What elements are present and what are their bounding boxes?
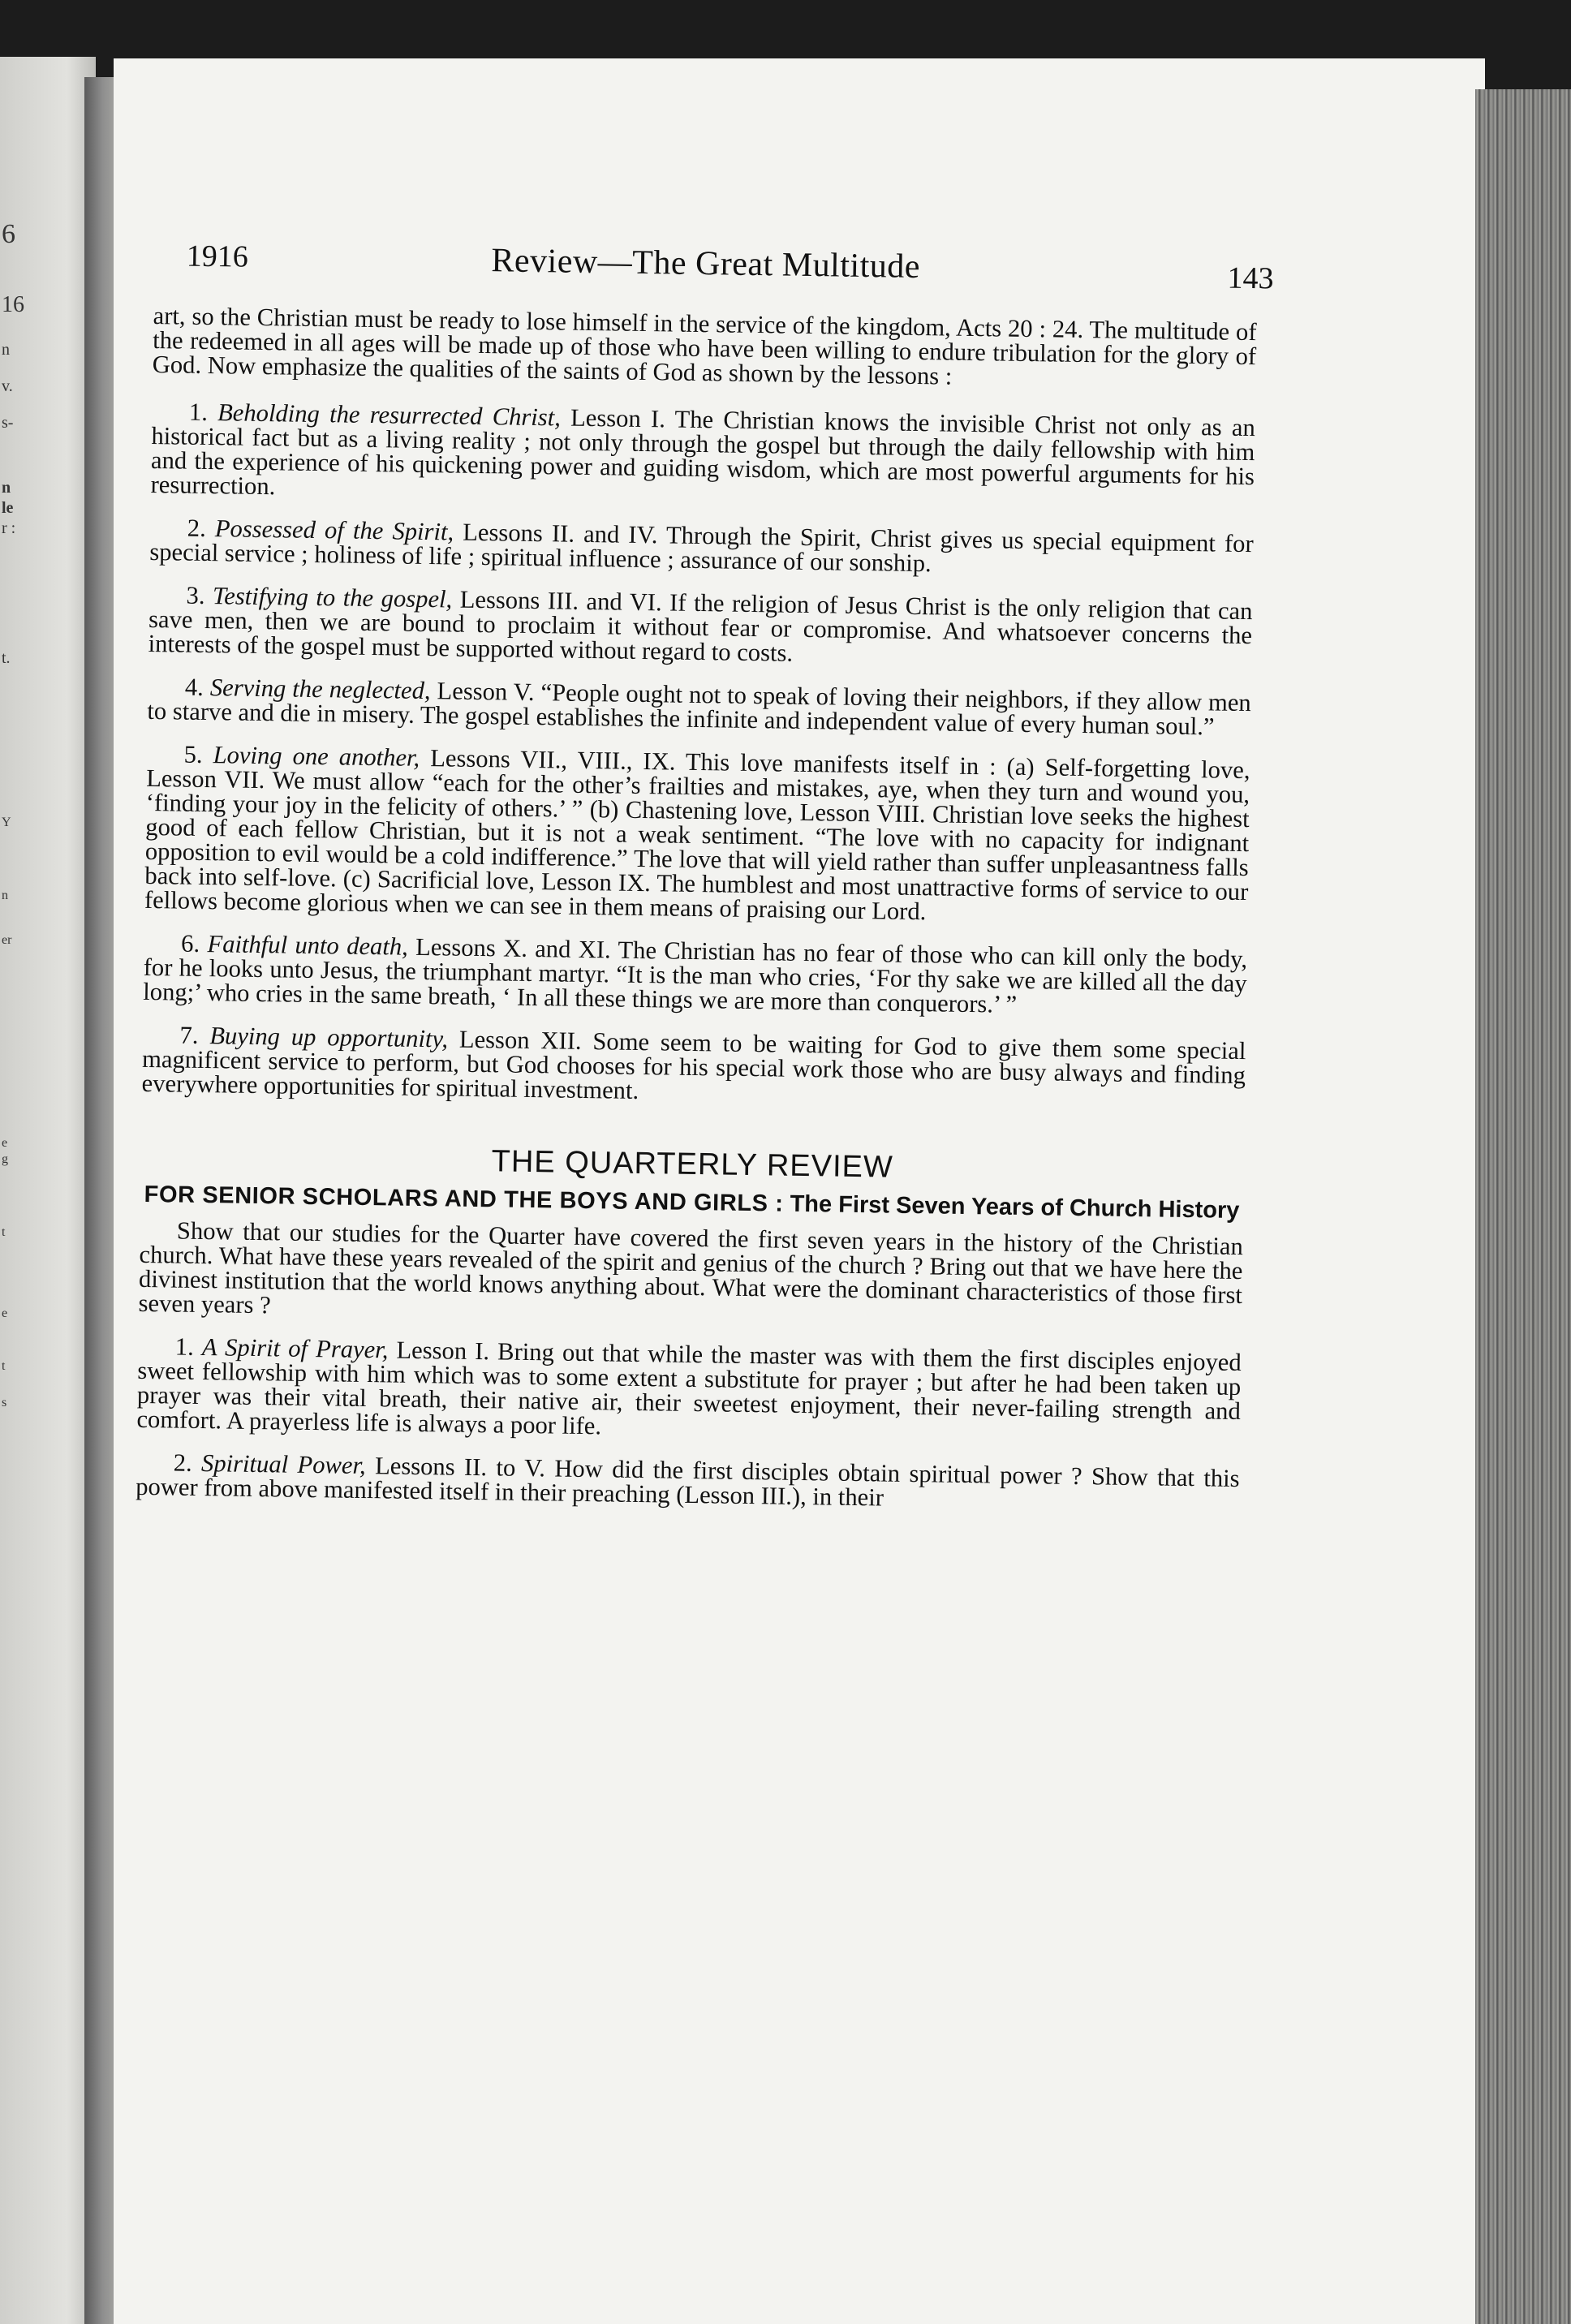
page-number: 143 <box>1227 260 1274 296</box>
fragment: n <box>2 341 10 359</box>
item-title: Faithful unto death, <box>207 930 409 961</box>
item-number: 1. <box>174 1332 195 1361</box>
fragment: r : <box>2 519 16 537</box>
fragment: t <box>2 1225 6 1239</box>
subtitle-caps: FOR SENIOR SCHOLARS AND THE BOYS AND GIRLS : <box>144 1181 784 1217</box>
lesson-item <box>148 583 1252 672</box>
item-title: Beholding the resurrected Christ, <box>217 398 562 432</box>
fragment: er <box>2 933 12 947</box>
fragment: le <box>2 499 14 517</box>
item-text: Lessons III. and VI. If the religion of Jesus Christ is the only religion that can save men, then we are bound to proclaim it without fear or compromise. And whatsoever concerns the interests of the gospel must be supported without regard to costs. <box>148 585 1253 667</box>
lesson-list <box>141 399 1255 1112</box>
item-number: 4. <box>184 673 204 701</box>
review-item <box>136 1450 1240 1515</box>
fragment: 6 <box>2 219 15 249</box>
item-title: Loving one another, <box>213 741 420 772</box>
page-content <box>136 239 1274 1534</box>
page-edges <box>1475 89 1571 2324</box>
item-title: A Spirit of Prayer, <box>201 1333 389 1364</box>
item-number: 1. <box>188 398 209 426</box>
fragment: g <box>2 1152 8 1166</box>
header-year: 1916 <box>186 239 249 274</box>
facing-page-fragments <box>0 57 96 2324</box>
fragment: 16 <box>2 292 24 317</box>
lesson-item <box>150 399 1255 513</box>
intro-paragraph: art, so the Christian must be ready to lose himself in the service of the kingdom, Acts 20 : 24. The multitude of the redeemed in all ages will be made up of those who have been willing to endure tribulation for the glory of God. Now emphasize the qualities of the saints of God as shown by the lessons : <box>152 301 1257 390</box>
item-title: Testifying to the gospel, <box>212 582 453 613</box>
item-text: Lessons VII., VIII., IX. This love manifests itself in : (a) Self-forgetting love, Lesson VII. We must allow “each for the other’s frailties and mistakes, aye, when they turn and wound you, ‘finding your joy in the felicity of others.’ ” (b) Chastening love, Lesson VIII. Christian love seeks the highest good of each fellow Christian, but it is not a weak sentiment. “The love with no capacity for indignant opposition to evil would be a cold indifference.” The love that will yield rather than suffer unpleasantness falls back into self-love. (c) Sacrificial love, Lesson IX. The humblest and most unattractive forms of service to our fellows become glorious when we can see in them means of praising our Lord. <box>144 743 1250 926</box>
item-number: 3. <box>186 581 205 609</box>
fragment: e <box>2 1306 8 1320</box>
section-intro: Show that our studies for the Quarter have covered the first seven years in the history of the Christian church. What have these years revealed of the spirit and genius of the church ? Bring out that we have here the divinest institution that the world knows anything about. What were the dominant characteristics of those first seven years ? <box>138 1216 1244 1319</box>
fragment: e <box>2 1136 8 1150</box>
review-item <box>136 1334 1242 1448</box>
fragment: s <box>2 1396 7 1409</box>
item-number: 6. <box>180 929 200 958</box>
item-text: Lesson V. “People ought not to speak of loving their neighbors, if they allow men to starve and die in misery. The gospel establishes the infinite and independent value of every human soul.” <box>147 677 1252 741</box>
section-title: THE QUARTERLY REVIEW <box>491 1144 894 1185</box>
lesson-item <box>149 515 1254 580</box>
section-subtitle <box>140 1182 1243 1223</box>
item-number: 2. <box>173 1448 192 1477</box>
item-number: 2. <box>187 514 207 542</box>
fragment: n <box>2 889 8 902</box>
lesson-item <box>143 931 1247 1020</box>
fragment: n <box>2 479 11 497</box>
lesson-item <box>147 674 1251 739</box>
fragment: v. <box>2 377 13 395</box>
header-title: Review—The Great Multitude <box>491 242 921 286</box>
fragment: Y <box>2 816 11 829</box>
item-text: Lesson I. The Christian knows the invisible Christ not only as an historical fact but as a living reality ; not only through the gospel but through the daily fellowship with him and the experience of his quickening power and guiding wisdom, which are most powerful arguments for his resurrection. <box>150 403 1256 501</box>
item-text: Lesson I. Bring out that while the master was with them the first disciples enjoyed sweet fellowship with him which was to some extent a substitute for prayer ; but after he had been taken up prayer was their vital breath, their native air, their sweetest enjoyment, their never-failing strength and comfort. A prayerless life is always a poor life. <box>136 1336 1242 1440</box>
item-number: 5. <box>183 740 203 768</box>
facing-page-edge <box>0 57 96 2324</box>
lesson-item <box>144 742 1250 928</box>
item-title: Spiritual Power, <box>200 1449 366 1480</box>
fragment: t. <box>2 649 11 667</box>
subtitle-rest: The First Seven Years of Church History <box>783 1190 1240 1224</box>
item-text: Lessons II. and IV. Through the Spirit, Christ gives us special equipment for special service ; holiness of life ; spiritual influence ; assurance of our sonship. <box>149 518 1254 578</box>
fragment: t <box>2 1359 6 1373</box>
item-text: Lessons X. and XI. The Christian has no fear of those who can kill only the body, for he looks unto Jesus, the triumphant martyr. “It is the man who cries, ‘For thy sake we are killed all the day long;’ who cries in the same breath, ‘ In all these things we are more than conquerors.’ ” <box>143 932 1248 1018</box>
fragment: s- <box>2 414 14 432</box>
item-text: Lessons II. to V. How did the first disciples obtain spiritual power ? Show that this power from above manifested itself in their preaching (Lesson III.), in their <box>136 1452 1240 1512</box>
item-title: Serving the neglected, <box>209 674 431 705</box>
item-number: 7. <box>179 1021 199 1049</box>
lesson-item <box>141 1022 1246 1112</box>
item-title: Buying up opportunity, <box>209 1022 449 1053</box>
item-text: Lesson XII. Some seem to be waiting for God to give them some special magnificent service to perform, but God chooses for his special work those who are busy always and finding everywhere opportunities for spiritual investment. <box>141 1025 1246 1104</box>
item-title: Possessed of the Spirit, <box>214 514 454 546</box>
